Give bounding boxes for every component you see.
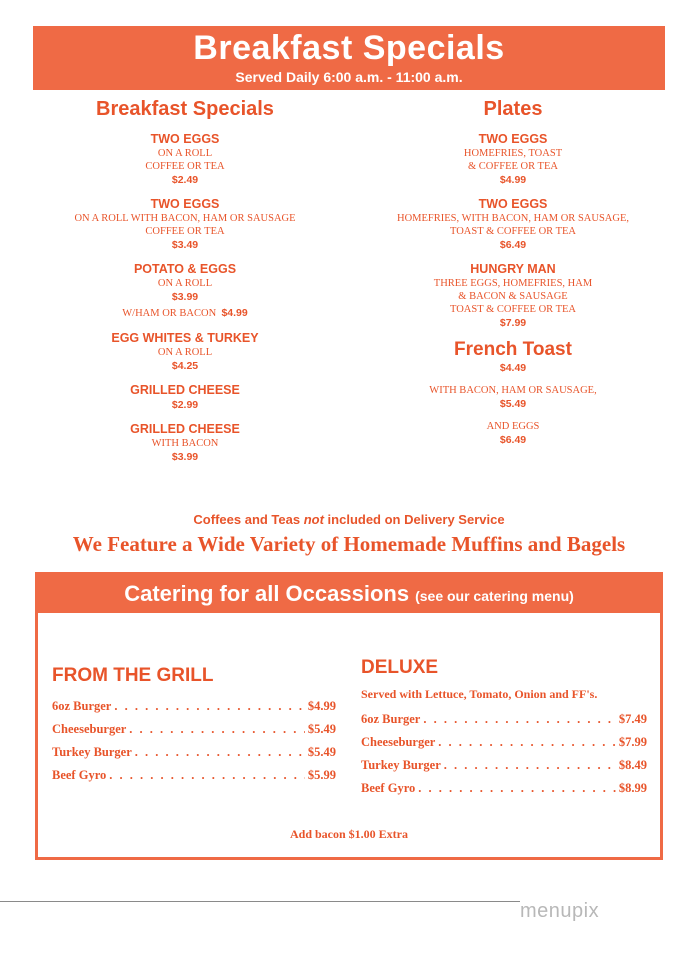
item-name: POTATO & EGGS <box>133 262 237 276</box>
item-name: EGG WHITES & TURKEY <box>111 331 259 345</box>
item-description: & BACON & SAUSAGE <box>458 291 568 302</box>
menu-item <box>378 131 648 188</box>
catering-box <box>35 572 663 860</box>
catering-header <box>38 575 660 613</box>
price-row <box>52 741 336 764</box>
item-price: $7.99 <box>499 317 527 329</box>
item-description: COFFEE OR TEA <box>145 161 225 172</box>
item-name: TWO EGGS <box>478 132 548 146</box>
dot-leader <box>129 718 305 741</box>
item-name: TWO EGGS <box>150 132 220 146</box>
row-name: Turkey Burger <box>52 745 132 759</box>
item-description: TOAST & COFFEE OR TEA <box>449 226 577 237</box>
french-toast-option <box>378 420 648 448</box>
row-name: Cheeseburger <box>52 722 127 736</box>
item-price: $2.49 <box>171 174 199 186</box>
menu-item <box>50 261 320 322</box>
item-description: ON A ROLL <box>157 278 213 289</box>
item-price: $3.99 <box>171 291 199 303</box>
grill-section <box>52 665 336 787</box>
item-description: WITH BACON, HAM OR SAUSAGE, <box>429 385 597 396</box>
item-description: TOAST & COFFEE OR TEA <box>449 304 577 315</box>
item-description: WITH BACON <box>151 438 219 449</box>
menu-item <box>50 330 320 374</box>
item-description: ON A ROLL <box>157 347 213 358</box>
item-name: TWO EGGS <box>478 197 548 211</box>
row-price: $5.49 <box>307 745 336 759</box>
item-option <box>50 305 320 322</box>
section-note: Served with Lettuce, Tomato, Onion and FF's. <box>361 687 598 701</box>
notice-text: Coffees and Teas <box>193 512 304 527</box>
plates-column <box>378 98 648 456</box>
dot-leader <box>114 695 305 718</box>
catering-title: Catering for all Occassions <box>124 581 410 606</box>
item-price: $6.49 <box>499 239 527 251</box>
item-price: $3.49 <box>171 239 199 251</box>
item-price: $4.99 <box>499 174 527 186</box>
section-title: FROM THE GRILL <box>52 665 214 686</box>
item-name: GRILLED CHEESE <box>130 422 240 436</box>
row-name: Turkey Burger <box>361 758 441 772</box>
item-price: $4.25 <box>171 360 199 372</box>
row-price: $4.99 <box>307 699 336 713</box>
item-description: HOMEFRIES, TOAST <box>463 148 563 159</box>
feature-line: We Feature a Wide Variety of Homemade Muffins and Bagels <box>72 532 626 556</box>
item-description: ON A ROLL WITH BACON, HAM OR SAUSAGE <box>74 213 296 224</box>
column-heading: Breakfast Specials <box>96 98 274 120</box>
price-row <box>361 754 647 777</box>
row-price: $7.99 <box>618 735 647 749</box>
notice-emphasis: not <box>303 512 324 527</box>
notice-text: included on Delivery Service <box>323 512 505 527</box>
item-description: AND EGGS <box>486 421 540 432</box>
item-price: $4.49 <box>499 362 527 374</box>
item-price: $5.49 <box>499 398 527 410</box>
item-name: GRILLED CHEESE <box>130 383 240 397</box>
price-row <box>361 731 647 754</box>
breakfast-specials-column <box>50 98 320 473</box>
item-description: THREE EGGS, HOMEFRIES, HAM <box>433 278 593 289</box>
item-description: COFFEE OR TEA <box>145 226 225 237</box>
dot-leader <box>135 741 305 764</box>
addon-note: Add bacon $1.00 Extra <box>289 827 408 841</box>
price-row <box>361 708 647 731</box>
dot-leader <box>438 731 616 754</box>
menu-item <box>50 421 320 465</box>
menu-item <box>50 196 320 253</box>
item-name: TWO EGGS <box>150 197 220 211</box>
row-price: $5.49 <box>307 722 336 736</box>
row-name: Beef Gyro <box>52 768 107 782</box>
row-price: $5.99 <box>307 768 336 782</box>
row-name: Cheeseburger <box>361 735 436 749</box>
deluxe-section <box>361 657 647 800</box>
row-price: $8.99 <box>618 781 647 795</box>
dot-leader <box>423 708 616 731</box>
header-banner <box>33 26 665 90</box>
row-price: $7.49 <box>618 712 647 726</box>
item-description: HOMEFRIES, WITH BACON, HAM OR SAUSAGE, <box>397 213 629 224</box>
item-name: HUNGRY MAN <box>470 262 556 276</box>
price-row <box>361 777 647 800</box>
dot-leader <box>418 777 616 800</box>
menu-item <box>378 196 648 253</box>
price-row <box>52 695 336 718</box>
price-row <box>52 718 336 741</box>
delivery-notice <box>0 512 698 527</box>
dot-leader <box>109 764 305 787</box>
item-price: $3.99 <box>171 451 199 463</box>
dot-leader <box>444 754 616 777</box>
watermark-logo: menupix <box>520 900 600 922</box>
row-price: $8.49 <box>618 758 647 772</box>
menu-item <box>50 382 320 413</box>
item-option-text: W/HAM OR BACON <box>122 308 217 319</box>
item-description: ON A ROLL <box>157 148 213 159</box>
banner-subtitle: Served Daily 6:00 a.m. - 11:00 a.m. <box>235 69 463 85</box>
item-description: & COFFEE OR TEA <box>468 161 558 172</box>
row-name: 6oz Burger <box>52 699 112 713</box>
banner-title: Breakfast Specials <box>193 29 505 67</box>
section-title: DELUXE <box>361 657 439 678</box>
menu-item <box>378 261 648 331</box>
row-name: Beef Gyro <box>361 781 416 795</box>
catering-note: (see our catering menu) <box>415 588 574 604</box>
french-toast-item <box>378 339 648 448</box>
french-toast-option <box>378 384 648 412</box>
price-row <box>52 764 336 787</box>
column-heading: Plates <box>483 98 543 120</box>
item-option-price: $4.99 <box>221 307 248 319</box>
row-name: 6oz Burger <box>361 712 421 726</box>
menu-item <box>50 131 320 188</box>
item-price: $2.99 <box>171 399 199 411</box>
item-price: $6.49 <box>499 434 527 446</box>
page-edge-divider <box>0 901 520 902</box>
french-toast-title: French Toast <box>454 339 572 360</box>
